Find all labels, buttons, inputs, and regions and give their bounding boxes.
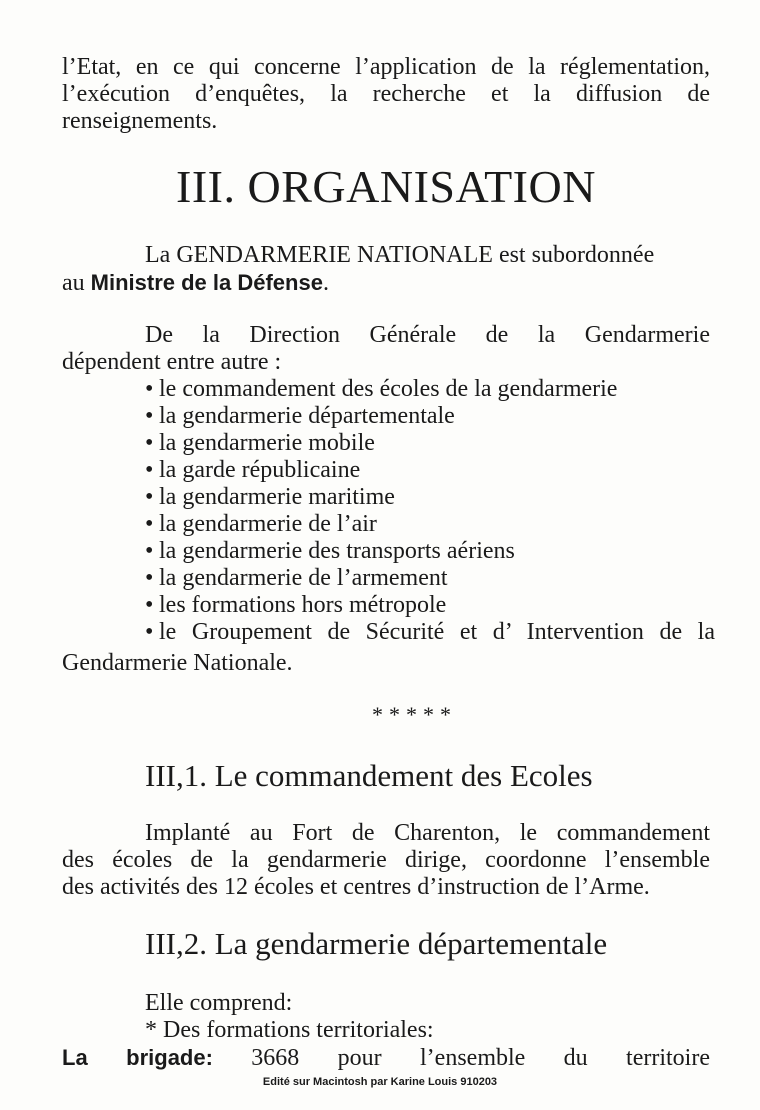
separator-stars: ***** — [372, 702, 457, 727]
section-2-line-2: * Des formations territoriales: — [145, 1017, 434, 1043]
section-2-line-1: Elle comprend: — [145, 990, 293, 1016]
section-1-title: III,1. Le commandement des Ecoles — [145, 758, 593, 793]
list-item — [145, 619, 715, 646]
subordination-line-1: La GENDARMERIE NATIONALE est subordonnée — [145, 242, 655, 268]
list-item-text: le Groupement de Sécurité et d’ Intervention de la — [159, 619, 715, 645]
section-1-line-2: des écoles de la gendarmerie dirige, coordonne l’ensemble — [62, 847, 710, 873]
list-item — [145, 430, 715, 457]
list-item-text: les formations hors métropole — [159, 592, 447, 618]
subordination-paragraph — [62, 242, 710, 297]
list-item — [145, 403, 715, 430]
subordination-suffix: . — [322, 270, 329, 296]
section-1-line-3: des activités des 12 écoles et centres d’instruction de l’Arme. — [62, 874, 650, 900]
direction-line-2: dépendent entre autre : — [62, 349, 282, 375]
bullet-icon: • — [145, 592, 154, 618]
bullet-icon: • — [145, 484, 154, 510]
list-item-text: la garde républicaine — [159, 457, 361, 483]
bullet-icon: • — [145, 565, 154, 591]
direction-line-1: De la Direction Générale de la Gendarmerie — [145, 322, 710, 348]
list-item-text: la gendarmerie des transports aériens — [159, 538, 515, 564]
bullet-icon: • — [145, 619, 154, 645]
brigade-count-text: 3668 pour l’ensemble du territoire — [212, 1045, 710, 1071]
footer-credit: Edité sur Macintosh par Karine Louis 910203 — [262, 1076, 498, 1088]
intro-line-1: l’Etat, en ce qui concerne l’application de la réglementation, — [62, 54, 710, 80]
list-item-text: le commandement des écoles de la gendarmerie — [159, 376, 618, 402]
section-2-title: III,2. La gendarmerie départementale — [145, 926, 608, 961]
list-item — [145, 457, 715, 484]
list-continuation: Gendarmerie Nationale. — [62, 650, 293, 676]
list-item — [145, 565, 715, 592]
subordination-line-2 — [62, 269, 710, 297]
section-1-paragraph — [62, 820, 710, 901]
bullet-icon: • — [145, 430, 154, 456]
list-item — [145, 484, 715, 511]
bullet-icon: • — [145, 403, 154, 429]
intro-paragraph — [62, 54, 710, 135]
list-item — [145, 592, 715, 619]
list-item — [145, 538, 715, 565]
section-2-line-3 — [62, 1044, 710, 1072]
list-item — [145, 376, 715, 403]
list-item-text: la gendarmerie maritime — [159, 484, 395, 510]
direction-paragraph — [62, 322, 710, 376]
subordination-prefix: au — [62, 270, 91, 296]
list-item-text: la gendarmerie mobile — [159, 430, 375, 456]
intro-line-3: renseignements. — [62, 108, 218, 134]
list-item-text: la gendarmerie de l’air — [159, 511, 377, 537]
bullet-icon: • — [145, 511, 154, 537]
list-item-text: la gendarmerie départementale — [159, 403, 455, 429]
bullet-icon: • — [145, 538, 154, 564]
section-heading: III. ORGANISATION — [176, 161, 596, 212]
section-2-paragraph — [62, 990, 710, 1072]
bullet-icon: • — [145, 457, 154, 483]
intro-line-2: l’exécution d’enquêtes, la recherche et la diffusion de — [62, 81, 710, 107]
list-item-text: la gendarmerie de l’armement — [159, 565, 448, 591]
dependencies-list — [145, 376, 715, 646]
section-1-line-1: Implanté au Fort de Charenton, le commandement — [145, 820, 710, 846]
ministre-bold: Ministre de la Défense — [90, 270, 323, 295]
bullet-icon: • — [145, 376, 154, 402]
brigade-bold: La brigade: — [62, 1045, 213, 1070]
list-item — [145, 511, 715, 538]
